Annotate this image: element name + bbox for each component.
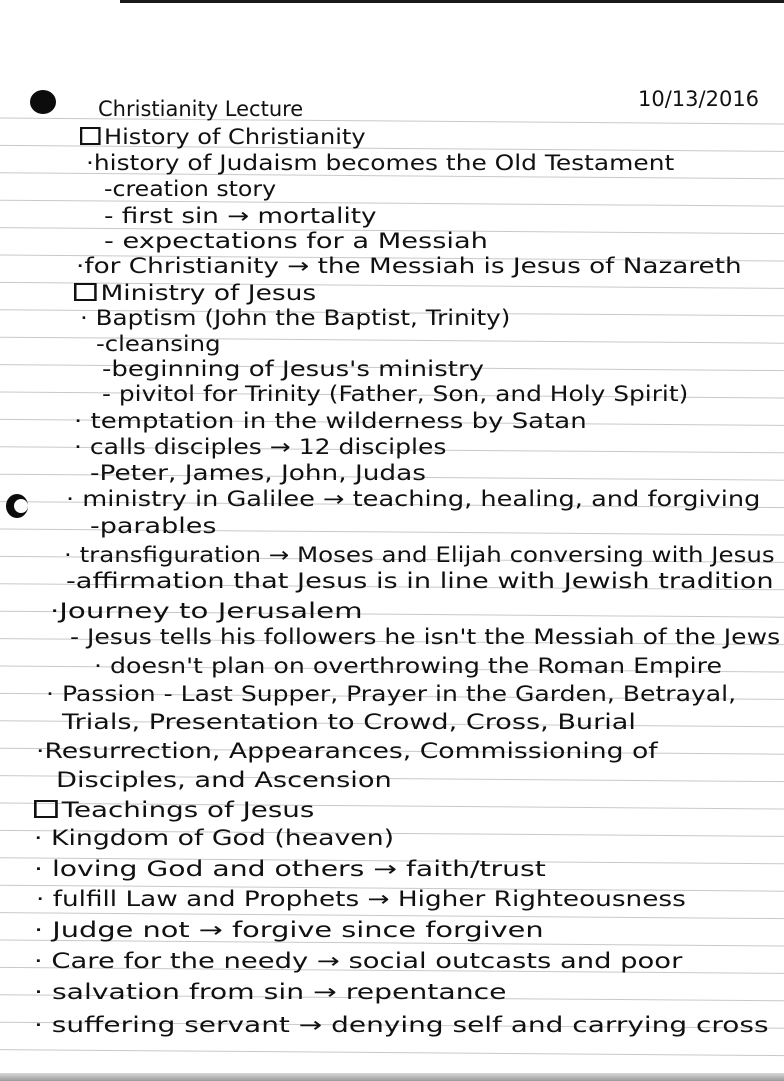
bullet-note: · temptation in the wilderness by Satan: [74, 409, 587, 433]
checkbox-icon: [80, 127, 101, 145]
bullet-note: · fulfill Law and Prophets → Higher Righteousness: [36, 887, 686, 911]
sub-note: -beginning of Jesus's ministry: [102, 357, 484, 381]
bullet-note: · Passion - Last Supper, Prayer in the Garden, Betrayal,: [46, 682, 737, 706]
section-heading-text: Ministry of Jesus: [100, 281, 317, 305]
bullet-note: · ministry in Galilee → teaching, healing, and forgiving: [66, 487, 761, 511]
note-continuation: Disciples, and Ascension: [56, 768, 392, 792]
bullet-note: · calls disciples → 12 disciples: [74, 435, 447, 459]
section-heading-text: Teachings of Jesus: [61, 798, 315, 822]
checkbox-icon: [74, 283, 97, 301]
sub-note: · doesn't plan on overthrowing the Roman Empire: [94, 654, 722, 678]
lecture-date: 10/13/2016: [638, 87, 760, 111]
sub-note: -affirmation that Jesus is in line with Jewish tradition: [66, 569, 774, 593]
sub-note: -cleansing: [96, 332, 221, 356]
bullet-note: ·Journey to Jerusalem: [50, 599, 363, 623]
bullet-note: · Baptism (John the Baptist, Trinity): [80, 306, 511, 330]
sub-note: - Jesus tells his followers he isn't the Messiah of the Jews: [70, 625, 781, 649]
sub-note: - pivitol for Trinity (Father, Son, and Holy Spirit): [102, 382, 689, 406]
note-continuation: Trials, Presentation to Crowd, Cross, Burial: [62, 710, 636, 734]
page-bottom-edge: [0, 1073, 784, 1081]
lecture-title: Christianity Lecture: [98, 97, 304, 121]
bullet-note: · Care for the needy → social outcasts and poor: [34, 949, 683, 973]
sub-note: -parables: [90, 514, 217, 538]
sub-note: - first sin → mortality: [104, 204, 377, 228]
sub-note: -Peter, James, John, Judas: [90, 461, 426, 485]
bullet-note: · salvation from sin → repentance: [34, 980, 507, 1004]
sub-note: -creation story: [104, 177, 277, 201]
bullet-note: · loving God and others → faith/trust: [34, 857, 546, 881]
rule-line: [0, 1050, 784, 1056]
section-heading-text: History of Christianity: [104, 125, 366, 149]
checkbox-icon: [34, 800, 58, 818]
bullet-note: · Judge not → forgive since forgiven: [34, 918, 544, 942]
binder-hole: [6, 494, 28, 518]
section-heading: [34, 797, 314, 823]
bullet-note: ·history of Judaism becomes the Old Testament: [86, 151, 675, 175]
section-heading: [74, 280, 316, 306]
bullet-note: · transfiguration → Moses and Elijah conversing with Jesus: [64, 543, 775, 567]
bullet-note: ·for Christianity → the Messiah is Jesus of Nazareth: [76, 254, 742, 278]
bullet-note: ·Resurrection, Appearances, Commissioning of: [36, 739, 658, 763]
bullet-note: · Kingdom of God (heaven): [34, 826, 395, 850]
binder-hole: [30, 90, 56, 114]
sub-note: - expectations for a Messiah: [104, 229, 488, 253]
section-heading: [80, 124, 366, 150]
bullet-note: · suffering servant → denying self and carrying cross: [34, 1013, 769, 1037]
